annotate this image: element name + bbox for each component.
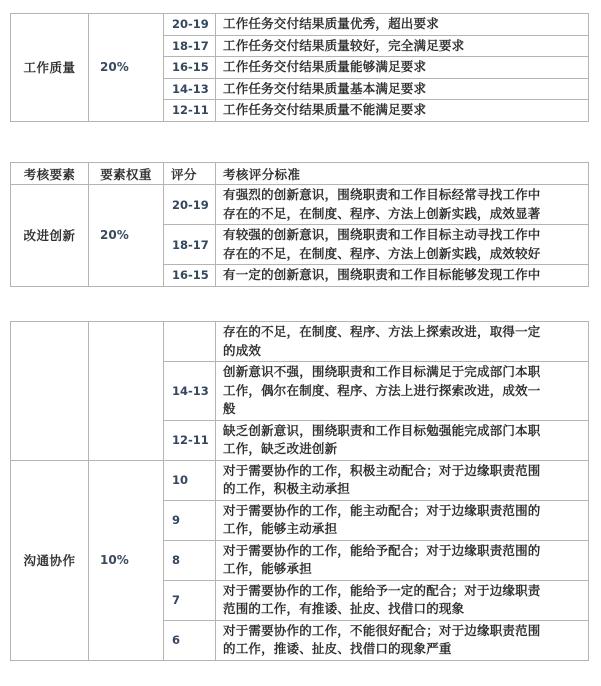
criteria-line: 工作，能够主动承担 [223,521,338,536]
criteria-cell [216,420,589,460]
criteria-cell [216,225,589,265]
criteria-cell [216,35,589,57]
criteria-cell [216,362,589,421]
factor-cell: 工作质量 [11,14,89,122]
criteria-cell [216,185,589,225]
table-row [11,185,589,225]
factor-cell: 改进创新 [11,185,89,287]
score-cell: 12-11 [164,100,216,122]
score-cell [164,322,216,362]
criteria-line: 范围的工作，有推诿、扯皮、找借口的现象 [223,601,465,616]
weight-cell: 20% [89,185,164,287]
table-row [11,322,589,362]
header-weight: 要素权重 [89,163,164,185]
score-cell: 18-17 [164,225,216,265]
criteria-line: 有强烈的创新意识，围绕职责和工作目标经常寻找工作中 [223,187,541,202]
criteria-line: 存在的不足，在制度、程序、方法上创新实践，成效较好 [223,245,541,261]
score-cell: 14-13 [164,78,216,100]
score-cell: 18-17 [164,35,216,57]
score-cell: 16-15 [164,57,216,79]
criteria-cell [216,57,589,79]
criteria-cell [216,580,589,620]
criteria-cell [216,14,589,36]
evaluation-table-improvement-innovation [10,162,589,287]
score-cell: 6 [164,620,216,660]
criteria-line: 对于需要协作的工作，能主动配合；对于边缘职责范围的 [223,502,541,518]
criteria-cell [216,540,589,580]
score-cell: 7 [164,580,216,620]
score-cell: 16-15 [164,265,216,287]
criteria-line: 工作任务交付结果质量较好，完全满足要求 [223,37,465,53]
header-score: 评分 [164,163,216,185]
criteria-cell [216,322,589,362]
table-row [11,460,589,500]
criteria-cell [216,500,589,540]
criteria-line: 缺乏创新意识，围绕职责和工作目标勉强能完成部门本职 [223,422,541,438]
table-row [11,14,589,36]
criteria-line: 的成效 [223,342,262,358]
criteria-cell [216,265,589,287]
criteria-line: 对于需要协作的工作，不能很好配合；对于边缘职责范围 [223,622,541,638]
score-cell: 20-19 [164,14,216,36]
weight-cell: 20% [89,14,164,122]
weight-cell-empty [89,322,164,461]
score-cell: 14-13 [164,362,216,421]
criteria-line: 创新意识不强，围绕职责和工作目标满足于完成部门本职 [223,364,541,379]
criteria-cell [216,100,589,122]
table-header-row [11,163,589,185]
score-cell: 12-11 [164,420,216,460]
criteria-line: 对于需要协作的工作，能给予配合；对于边缘职责范围的 [223,542,541,558]
criteria-cell [216,78,589,100]
criteria-line: 工作，偶尔在制度、程序、方法上进行探索改进，成效一 [223,382,541,398]
factor-cell: 沟通协作 [11,460,89,660]
criteria-line: 存在的不足，在制度、程序、方法上创新实践，成效显著 [223,205,541,221]
criteria-line: 工作任务交付结果质量优秀，超出要求 [223,16,439,31]
score-cell: 10 [164,460,216,500]
criteria-line: 工作任务交付结果质量不能满足要求 [223,102,427,117]
criteria-line: 有较强的创新意识，围绕职责和工作目标主动寻找工作中 [223,227,541,242]
score-cell: 8 [164,540,216,580]
criteria-line: 般 [223,401,236,416]
criteria-line: 对于需要协作的工作，积极主动配合；对于边缘职责范围 [223,462,541,478]
score-cell: 20-19 [164,185,216,225]
criteria-line: 工作，缺乏改进创新 [223,441,338,456]
criteria-line: 有一定的创新意识，围绕职责和工作目标能够发现工作中 [223,267,541,282]
criteria-line: 工作，能够承担 [223,561,312,576]
criteria-line: 的工作，积极主动承担 [223,481,351,496]
evaluation-table-work-quality [10,13,589,122]
criteria-line: 存在的不足，在制度、程序、方法上探索改进，取得一定 [223,324,541,339]
score-cell: 9 [164,500,216,540]
evaluation-table-communication-collaboration [10,321,589,661]
header-criteria: 考核评分标准 [216,163,589,185]
weight-cell: 10% [89,460,164,660]
criteria-cell [216,460,589,500]
criteria-line: 的工作，推诿、扯皮、找借口的现象严重 [223,641,452,656]
criteria-line: 工作任务交付结果质量能够满足要求 [223,59,427,74]
factor-cell-empty [11,322,89,461]
criteria-line: 工作任务交付结果质量基本满足要求 [223,80,427,96]
header-factor: 考核要素 [11,163,89,185]
criteria-cell [216,620,589,660]
criteria-line: 对于需要协作的工作，能给予一定的配合；对于边缘职责 [223,582,541,598]
